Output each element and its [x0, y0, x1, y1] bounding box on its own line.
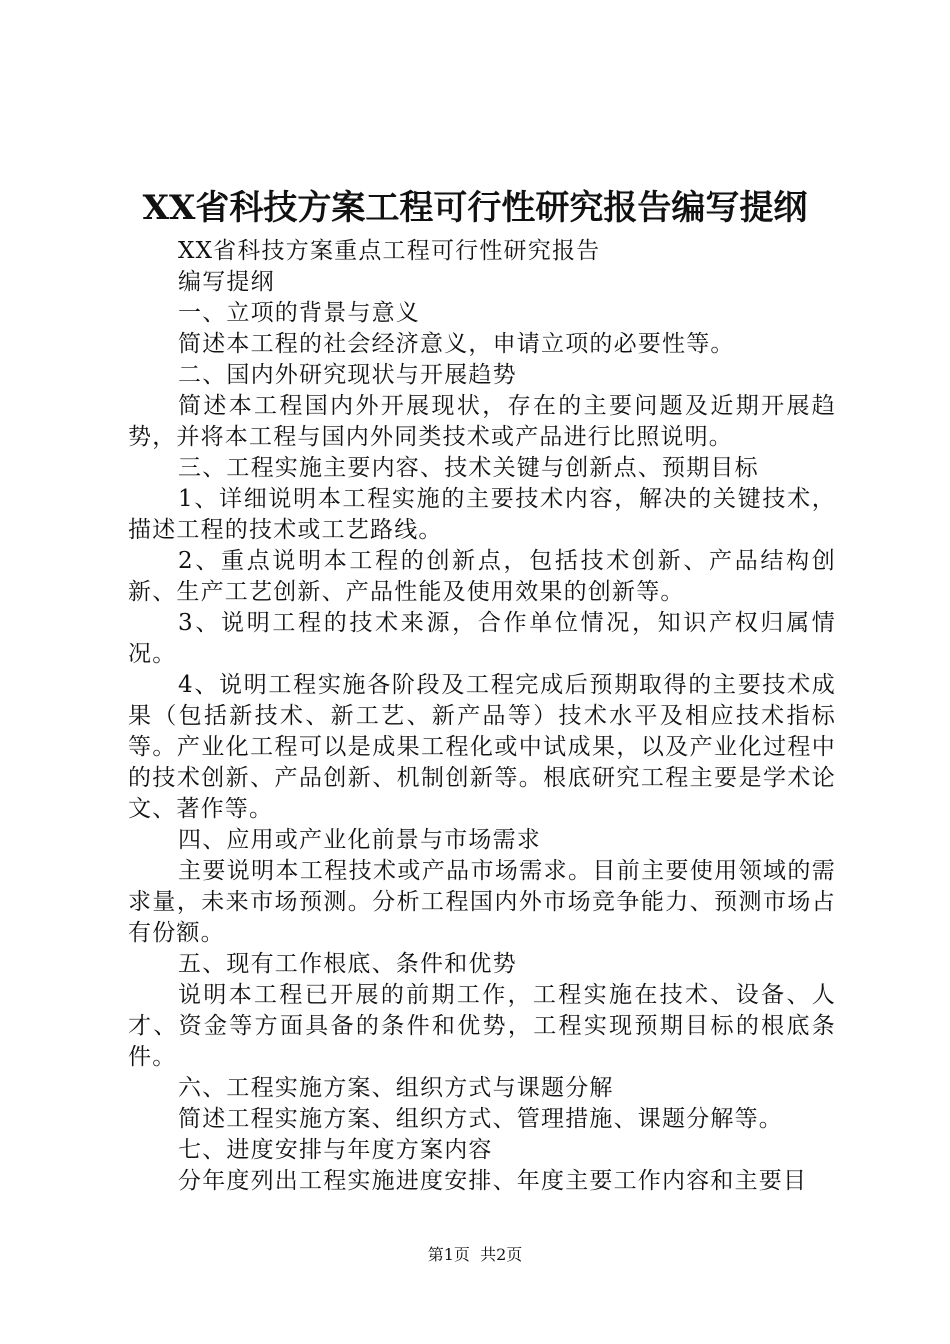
document-title: XX省科技方案工程可行性研究报告编写提纲 [142, 188, 808, 228]
section-heading-7: 七、进度安排与年度方案内容 [178, 1137, 493, 1163]
section-heading-1: 一、立项的背景与意义 [178, 300, 420, 326]
section-heading-5: 五、现有工作根底、条件和优势 [178, 951, 517, 977]
document-body [128, 236, 836, 1197]
page-indicator: 第1页 共2页 [427, 1245, 523, 1264]
paragraph: 简述工程实施方案、组织方式、管理措施、课题分解等。 [178, 1106, 783, 1132]
paragraph: 简述本工程的社会经济意义，申请立项的必要性等。 [178, 331, 735, 357]
paragraph: 说明本工程已开展的前期工作，工程实施在技术、设备、人才、资金等方面具备的条件和优势，工程实现预期目标的根底条件。 [128, 982, 836, 1070]
paragraph: 简述本工程国内外开展现状，存在的主要问题及近期开展趋势，并将本工程与国内外同类技术或产品进行比照说明。 [128, 393, 836, 450]
list-item-1: 1、详细说明本工程实施的主要技术内容，解决的关键技术，描述工程的技术或工艺路线。 [128, 486, 836, 543]
paragraph: 分年度列出工程实施进度安排、年度主要工作内容和主要目 [178, 1168, 808, 1194]
section-heading-3: 三、工程实施主要内容、技术关键与创新点、预期目标 [178, 455, 759, 481]
list-item-2: 2、重点说明本工程的创新点，包括技术创新、产品结构创新、生产工艺创新、产品性能及使用效果的创新等。 [128, 548, 836, 605]
paragraph-report-name: XX省科技方案重点工程可行性研究报告 [178, 238, 601, 264]
paragraph: 主要说明本工程技术或产品市场需求。目前主要使用领域的需求量，未来市场预测。分析工程国内外市场竞争能力、预测市场占有份额。 [128, 858, 836, 946]
section-heading-2: 二、国内外研究现状与开展趋势 [178, 362, 517, 388]
section-heading-4: 四、应用或产业化前景与市场需求 [178, 827, 541, 853]
list-item-4: 4、说明工程实施各阶段及工程完成后预期取得的主要技术成果（包括新技术、新工艺、新产品等）技术水平及相应技术指标等。产业化工程可以是成果工程化或中试成果，以及产业化过程中的技术创新、产品创新、机制创新等。根底研究工程主要是学术论文、著作等。 [128, 672, 836, 822]
paragraph-outline-label: 编写提纲 [178, 269, 275, 295]
section-heading-6: 六、工程实施方案、组织方式与课题分解 [178, 1075, 614, 1101]
list-item-3: 3、说明工程的技术来源，合作单位情况，知识产权归属情况。 [128, 610, 836, 667]
